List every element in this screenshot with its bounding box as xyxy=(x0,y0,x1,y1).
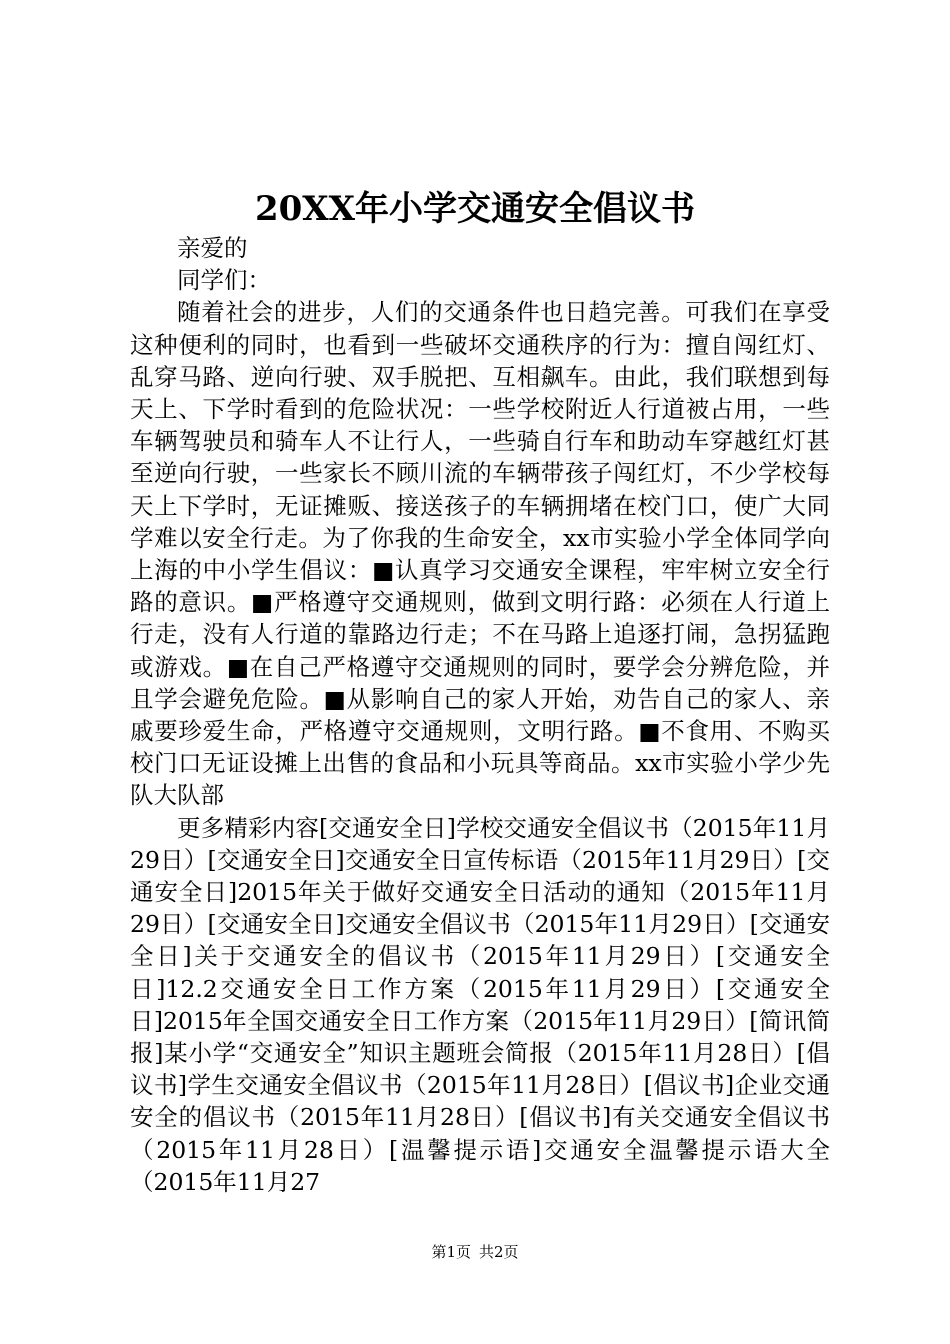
page-number-total: 共2页 xyxy=(479,1243,519,1261)
salutation-line-1: 亲爱的 xyxy=(177,234,248,262)
body-paragraph-1: 随着社会的进步，人们的交通条件也日趋完善。可我们在享受这种便利的同时，也看到一些破坏交通秩序的行为：擅自闯红灯、乱穿马路、逆向行驶、双手脱把、互相飙车。由此，我们联想到每天上、下学时看到的危险状况：一些学校附近人行道被占用，一些车辆驾驶员和骑车人不让行人，一些骑自行车和助动车穿越红灯甚至逆向行驶，一些家长不顾川流的车辆带孩子闯红灯，不少学校每天上下学时，无证摊贩、接送孩子的车辆拥堵在校门口，使广大同学难以安全行走。为了你我的生命安全，xx市实验小学全体同学向上海的中小学生倡议：■认真学习交通安全课程，牢牢树立安全行路的意识。■严格遵守交通规则，做到文明行路：必须在人行道上行走，没有人行道的靠路边行走；不在马路上追逐打闹，急拐猛跑或游戏。■在自己严格遵守交通规则的同时，要学会分辨危险，并且学会避免危险。■从影响自己的家人开始，劝告自己的家人、亲戚要珍爱生命，严格遵守交通规则，文明行路。■不食用、不购买校门口无证设摊上出售的食品和小玩具等商品。xx市实验小学少先队大队部 xyxy=(130,298,830,810)
page-footer xyxy=(0,1242,950,1262)
document-body xyxy=(130,232,830,1198)
body-paragraph-2: 更多精彩内容[交通安全日]学校交通安全倡议书（2015年11月29日）[交通安全日]交通安全日宣传标语（2015年11月29日）[交通安全日]2015年关于做好交通安全日活动的通知（2015年11月29日）[交通安全日]交通安全倡议书（2015年11月29日）[交通安全日]关于交通安全的倡议书（2015年11月29日）[交通安全日]12.2交通安全日工作方案（2015年11月29日）[交通安全日]2015年全国交通安全日工作方案（2015年11月29日）[简讯简报]某小学“交通安全”知识主题班会简报（2015年11月28日）[倡议书]学生交通安全倡议书（2015年11月28日）[倡议书]企业交通安全的倡议书（2015年11月28日）[倡议书]有关交通安全倡议书（2015年11月28日）[温馨提示语]交通安全温馨提示语大全（2015年11月27 xyxy=(130,813,830,1196)
page-number-current: 第1页 xyxy=(431,1243,471,1261)
document-title: 20XX年小学交通安全倡议书 xyxy=(254,189,696,229)
salutation-line-2: 同学们： xyxy=(177,266,271,295)
